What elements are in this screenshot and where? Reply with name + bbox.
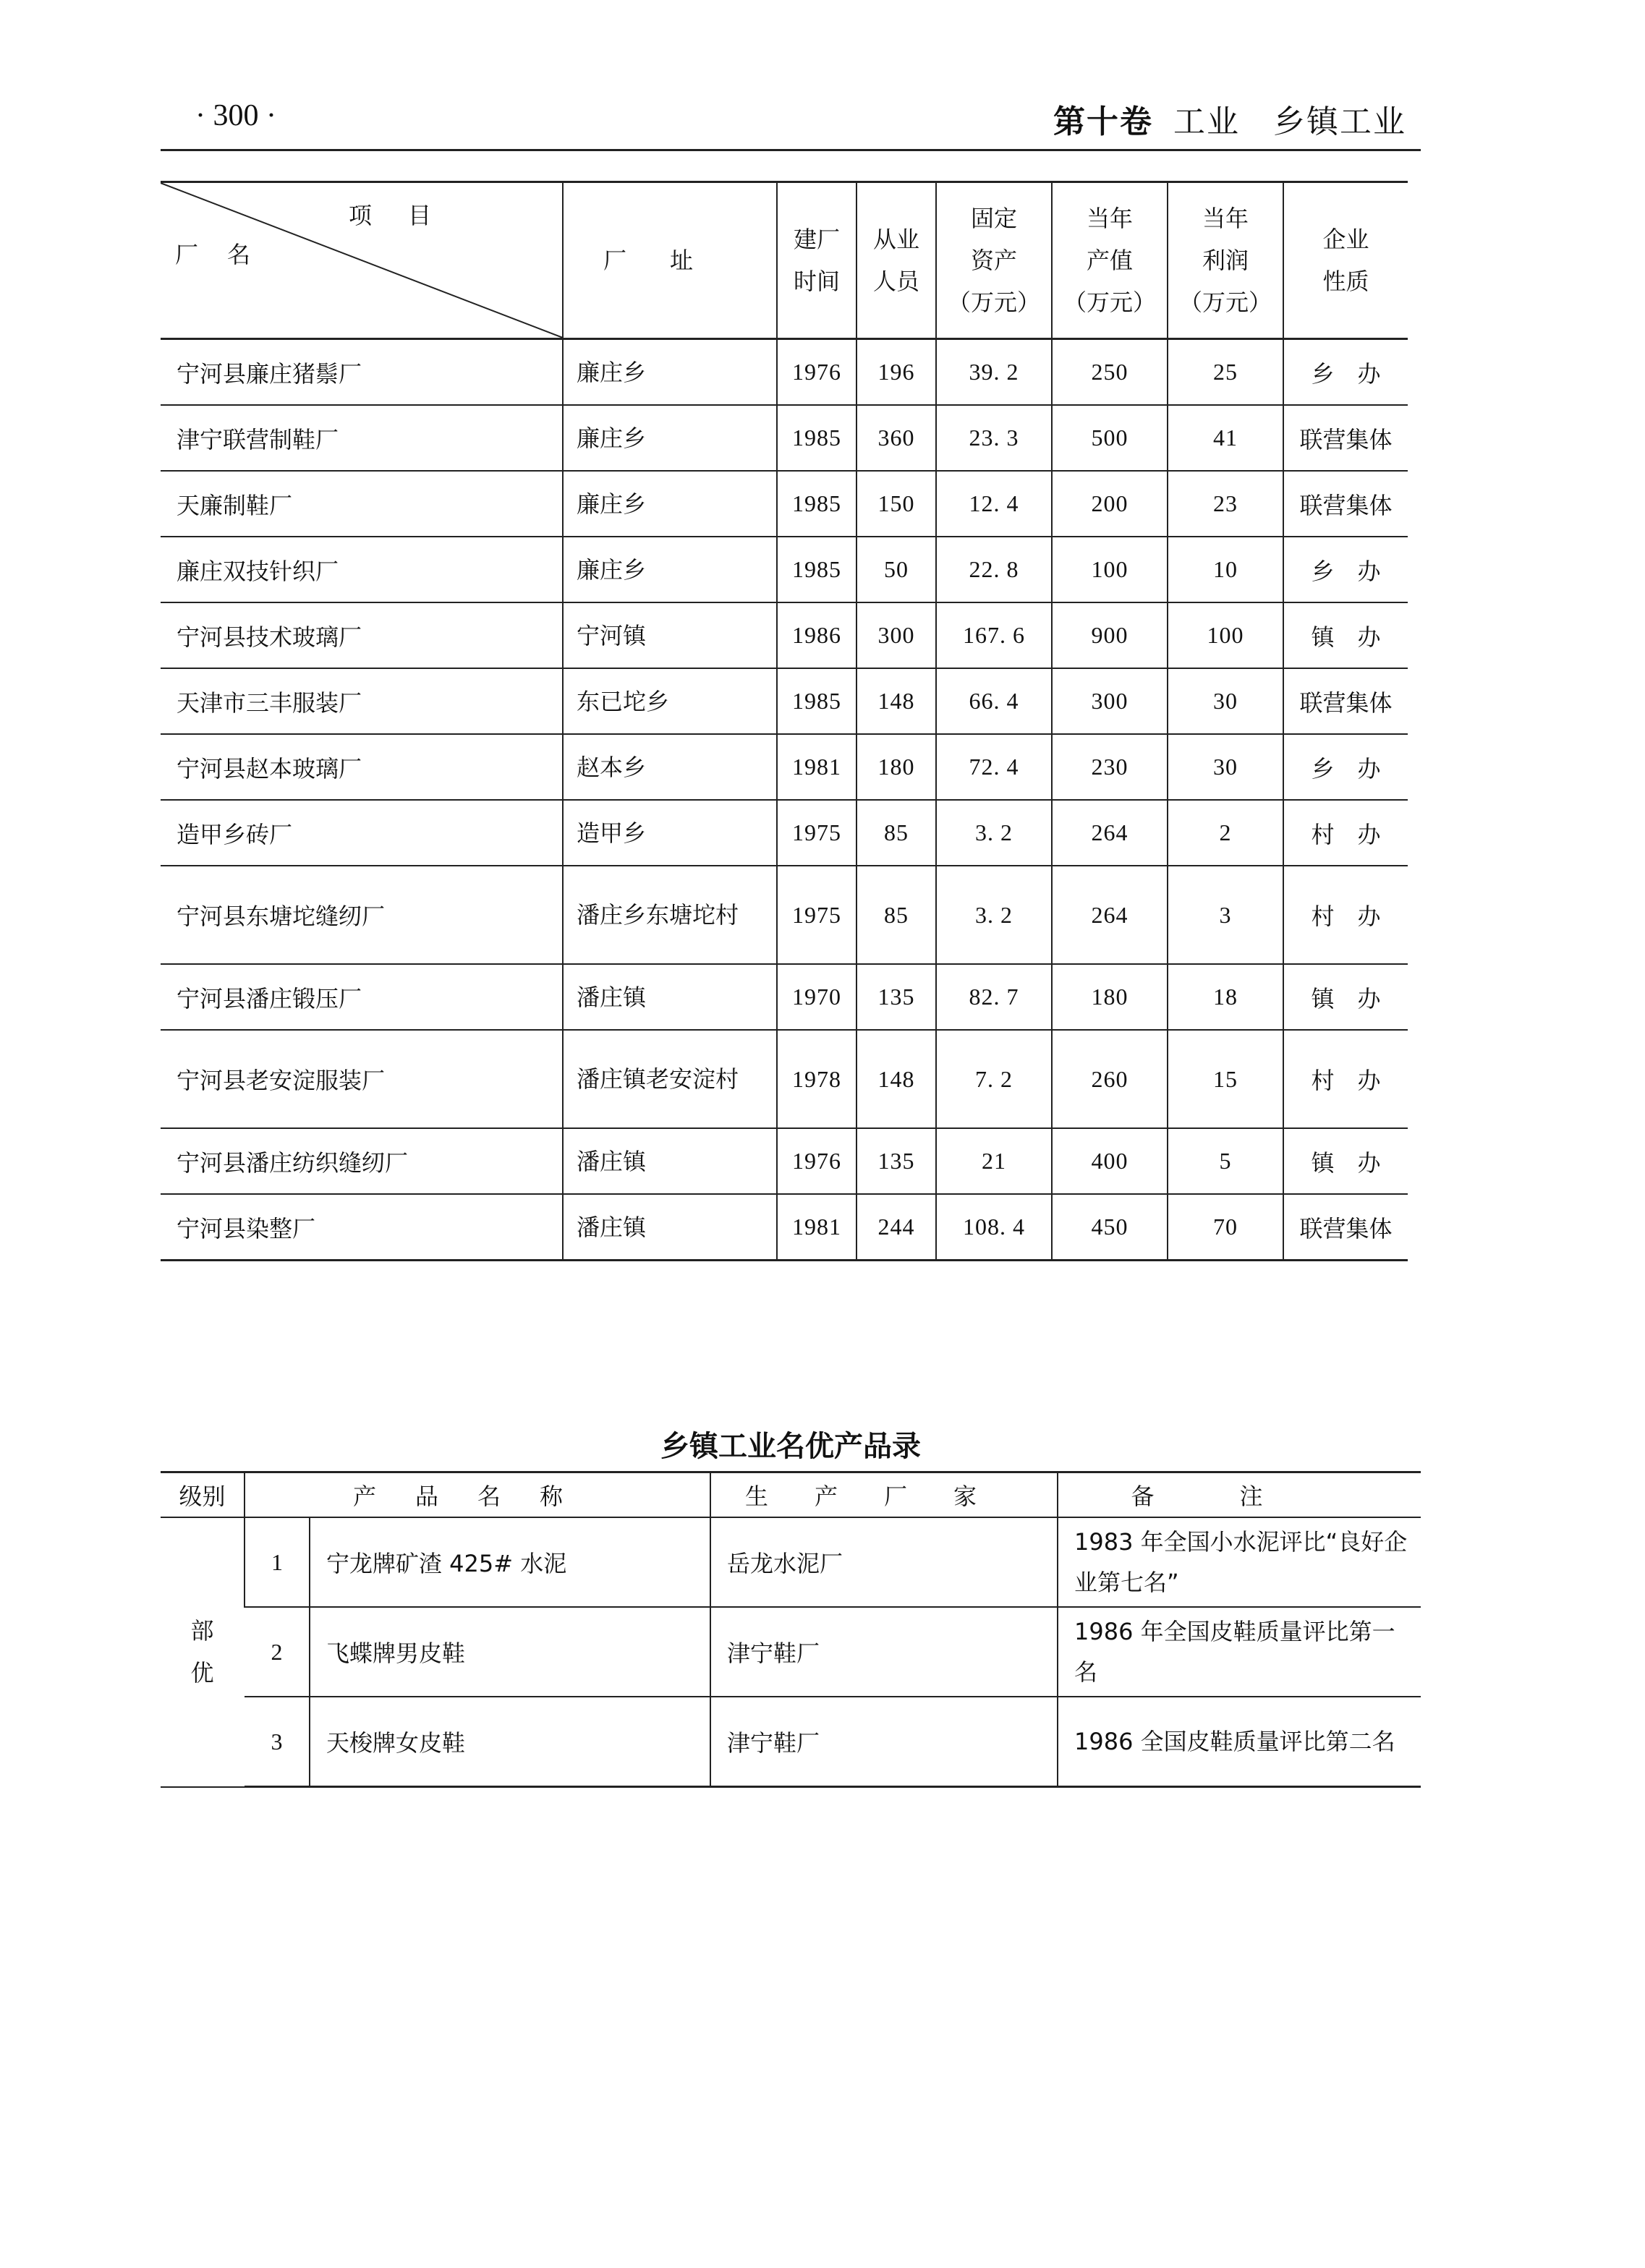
employees: 148: [856, 668, 936, 734]
enterprise-nature: 村 办: [1283, 800, 1408, 866]
fixed-assets: 7. 2: [936, 1030, 1052, 1128]
enterprise-nature: 联营集体: [1283, 471, 1408, 537]
products-table: [161, 1471, 1421, 1788]
factory-name: 宁河县染整厂: [161, 1194, 563, 1261]
factory-name: 宁河县潘庄锻压厂: [161, 964, 563, 1030]
enterprise-nature: 镇 办: [1283, 964, 1408, 1030]
output-value: 100: [1052, 537, 1168, 602]
enterprise-table: [161, 181, 1408, 1261]
factory-name: 宁河县赵本玻璃厂: [161, 734, 563, 800]
level-cell: 部 优: [161, 1517, 245, 1787]
factory-name: 宁河县潘庄纺织缝纫厂: [161, 1128, 563, 1194]
enterprise-nature: 乡 办: [1283, 734, 1408, 800]
manufacturer: 津宁鞋厂: [710, 1697, 1058, 1787]
remark: 1986 年全国皮鞋质量评比第一名: [1058, 1607, 1421, 1697]
volume-title: 第十卷: [1053, 103, 1153, 140]
founded-year: 1981: [777, 734, 856, 800]
table-row: [161, 1194, 1408, 1261]
product-index: 2: [245, 1607, 310, 1697]
output-value: 900: [1052, 602, 1168, 668]
factory-address: 廉庄乡: [563, 339, 777, 406]
product-index: 1: [245, 1517, 310, 1607]
founded-year: 1981: [777, 1194, 856, 1261]
header-item: 项目: [349, 202, 468, 229]
founded-year: 1975: [777, 866, 856, 964]
table-row: [161, 537, 1408, 602]
table-row: [161, 866, 1408, 964]
output-value: 260: [1052, 1030, 1168, 1128]
manufacturer: 岳龙水泥厂: [710, 1517, 1058, 1607]
header-output-value: 当年 产值 （万元）: [1052, 182, 1168, 339]
fixed-assets: 108. 4: [936, 1194, 1052, 1261]
products-table-title: 乡镇工业名优产品录: [660, 1430, 921, 1463]
founded-year: 1976: [777, 1128, 856, 1194]
factory-name: 天津市三丰服装厂: [161, 668, 563, 734]
factory-address: 廉庄乡: [563, 537, 777, 602]
employees: 360: [856, 405, 936, 471]
profit: 2: [1168, 800, 1283, 866]
products-row: [161, 1517, 1421, 1607]
table-row: [161, 734, 1408, 800]
page-header: [161, 93, 1421, 145]
founded-year: 1978: [777, 1030, 856, 1128]
factory-name: 造甲乡砖厂: [161, 800, 563, 866]
output-value: 250: [1052, 339, 1168, 406]
factory-name: 宁河县廉庄猪鬃厂: [161, 339, 563, 406]
founded-year: 1970: [777, 964, 856, 1030]
header-profit: 当年 利润 （万元）: [1168, 182, 1283, 339]
factory-address: 造甲乡: [563, 800, 777, 866]
founded-year: 1985: [777, 405, 856, 471]
chapter-title: 工业 乡镇工业: [1173, 103, 1406, 140]
header-founded: 建厂 时间: [777, 182, 856, 339]
header-factory-name: 厂名: [175, 241, 280, 268]
fixed-assets: 72. 4: [936, 734, 1052, 800]
manufacturer: 津宁鞋厂: [710, 1607, 1058, 1697]
header-nature: 企业 性质: [1283, 182, 1408, 339]
employees: 85: [856, 866, 936, 964]
table-row: [161, 1128, 1408, 1194]
table-row: [161, 471, 1408, 537]
output-value: 400: [1052, 1128, 1168, 1194]
enterprise-nature: 乡 办: [1283, 537, 1408, 602]
running-head: [1053, 95, 1406, 142]
header-manufacturer: 生产厂家: [710, 1472, 1058, 1518]
remark: 1986 全国皮鞋质量评比第二名: [1058, 1697, 1421, 1787]
header-level: 级别: [161, 1472, 245, 1518]
fixed-assets: 22. 8: [936, 537, 1052, 602]
remark: 1983 年全国小水泥评比“良好企业第七名”: [1058, 1517, 1421, 1607]
employees: 196: [856, 339, 936, 406]
profit: 23: [1168, 471, 1283, 537]
table-row: [161, 800, 1408, 866]
fixed-assets: 167. 6: [936, 602, 1052, 668]
product-name: 宁龙牌矿渣 425# 水泥: [310, 1517, 710, 1607]
output-value: 450: [1052, 1194, 1168, 1261]
profit: 25: [1168, 339, 1283, 406]
employees: 135: [856, 964, 936, 1030]
profit: 5: [1168, 1128, 1283, 1194]
table-row: [161, 602, 1408, 668]
employees: 150: [856, 471, 936, 537]
factory-address: 赵本乡: [563, 734, 777, 800]
enterprise-nature: 联营集体: [1283, 1194, 1408, 1261]
table-header-row: [161, 182, 1408, 339]
enterprise-nature: 联营集体: [1283, 405, 1408, 471]
factory-name: 天廉制鞋厂: [161, 471, 563, 537]
profit: 15: [1168, 1030, 1283, 1128]
employees: 50: [856, 537, 936, 602]
employees: 135: [856, 1128, 936, 1194]
enterprise-nature: 村 办: [1283, 866, 1408, 964]
header-fixed-assets: 固定 资产 （万元）: [936, 182, 1052, 339]
profit: 100: [1168, 602, 1283, 668]
output-value: 230: [1052, 734, 1168, 800]
output-value: 500: [1052, 405, 1168, 471]
factory-name: 廉庄双技针织厂: [161, 537, 563, 602]
profit: 30: [1168, 668, 1283, 734]
fixed-assets: 23. 3: [936, 405, 1052, 471]
products-row: [161, 1607, 1421, 1697]
founded-year: 1985: [777, 537, 856, 602]
table-row: [161, 964, 1408, 1030]
factory-name: 宁河县老安淀服装厂: [161, 1030, 563, 1128]
profit: 41: [1168, 405, 1283, 471]
factory-address: 潘庄乡东塘坨村: [563, 866, 777, 964]
factory-address: 宁河镇: [563, 602, 777, 668]
diagonal-header-cell: [161, 182, 563, 339]
factory-address: 潘庄镇: [563, 964, 777, 1030]
enterprise-nature: 联营集体: [1283, 668, 1408, 734]
employees: 300: [856, 602, 936, 668]
profit: 30: [1168, 734, 1283, 800]
enterprise-nature: 乡 办: [1283, 339, 1408, 406]
product-name: 天梭牌女皮鞋: [310, 1697, 710, 1787]
profit: 3: [1168, 866, 1283, 964]
product-name: 飞蝶牌男皮鞋: [310, 1607, 710, 1697]
header-product-name: 产品名称: [245, 1472, 710, 1518]
employees: 180: [856, 734, 936, 800]
fixed-assets: 21: [936, 1128, 1052, 1194]
profit: 70: [1168, 1194, 1283, 1261]
employees: 85: [856, 800, 936, 866]
founded-year: 1976: [777, 339, 856, 406]
employees: 244: [856, 1194, 936, 1261]
table-row: [161, 668, 1408, 734]
founded-year: 1985: [777, 668, 856, 734]
fixed-assets: 66. 4: [936, 668, 1052, 734]
output-value: 264: [1052, 800, 1168, 866]
enterprise-nature: 村 办: [1283, 1030, 1408, 1128]
header-rule: [161, 149, 1421, 151]
output-value: 300: [1052, 668, 1168, 734]
header-employees: 从业 人员: [856, 182, 936, 339]
table-row: [161, 405, 1408, 471]
fixed-assets: 39. 2: [936, 339, 1052, 406]
factory-address: 东已坨乡: [563, 668, 777, 734]
factory-address: 廉庄乡: [563, 471, 777, 537]
output-value: 180: [1052, 964, 1168, 1030]
page-number: · 300 ·: [195, 99, 276, 132]
fixed-assets: 3. 2: [936, 866, 1052, 964]
fixed-assets: 82. 7: [936, 964, 1052, 1030]
product-index: 3: [245, 1697, 310, 1787]
employees: 148: [856, 1030, 936, 1128]
header-address: 厂址: [563, 182, 777, 339]
enterprise-nature: 镇 办: [1283, 1128, 1408, 1194]
fixed-assets: 3. 2: [936, 800, 1052, 866]
founded-year: 1986: [777, 602, 856, 668]
enterprise-nature: 镇 办: [1283, 602, 1408, 668]
profit: 10: [1168, 537, 1283, 602]
table-row: [161, 339, 1408, 406]
table-row: [161, 1030, 1408, 1128]
factory-address: 潘庄镇: [563, 1194, 777, 1261]
factory-name: 宁河县技术玻璃厂: [161, 602, 563, 668]
founded-year: 1975: [777, 800, 856, 866]
output-value: 264: [1052, 866, 1168, 964]
factory-address: 廉庄乡: [563, 405, 777, 471]
output-value: 200: [1052, 471, 1168, 537]
founded-year: 1985: [777, 471, 856, 537]
products-row: [161, 1697, 1421, 1787]
factory-name: 宁河县东塘坨缝纫厂: [161, 866, 563, 964]
profit: 18: [1168, 964, 1283, 1030]
products-header-row: [161, 1472, 1421, 1518]
factory-address: 潘庄镇: [563, 1128, 777, 1194]
factory-name: 津宁联营制鞋厂: [161, 405, 563, 471]
factory-address: 潘庄镇老安淀村: [563, 1030, 777, 1128]
header-remark: 备注: [1058, 1472, 1421, 1518]
fixed-assets: 12. 4: [936, 471, 1052, 537]
